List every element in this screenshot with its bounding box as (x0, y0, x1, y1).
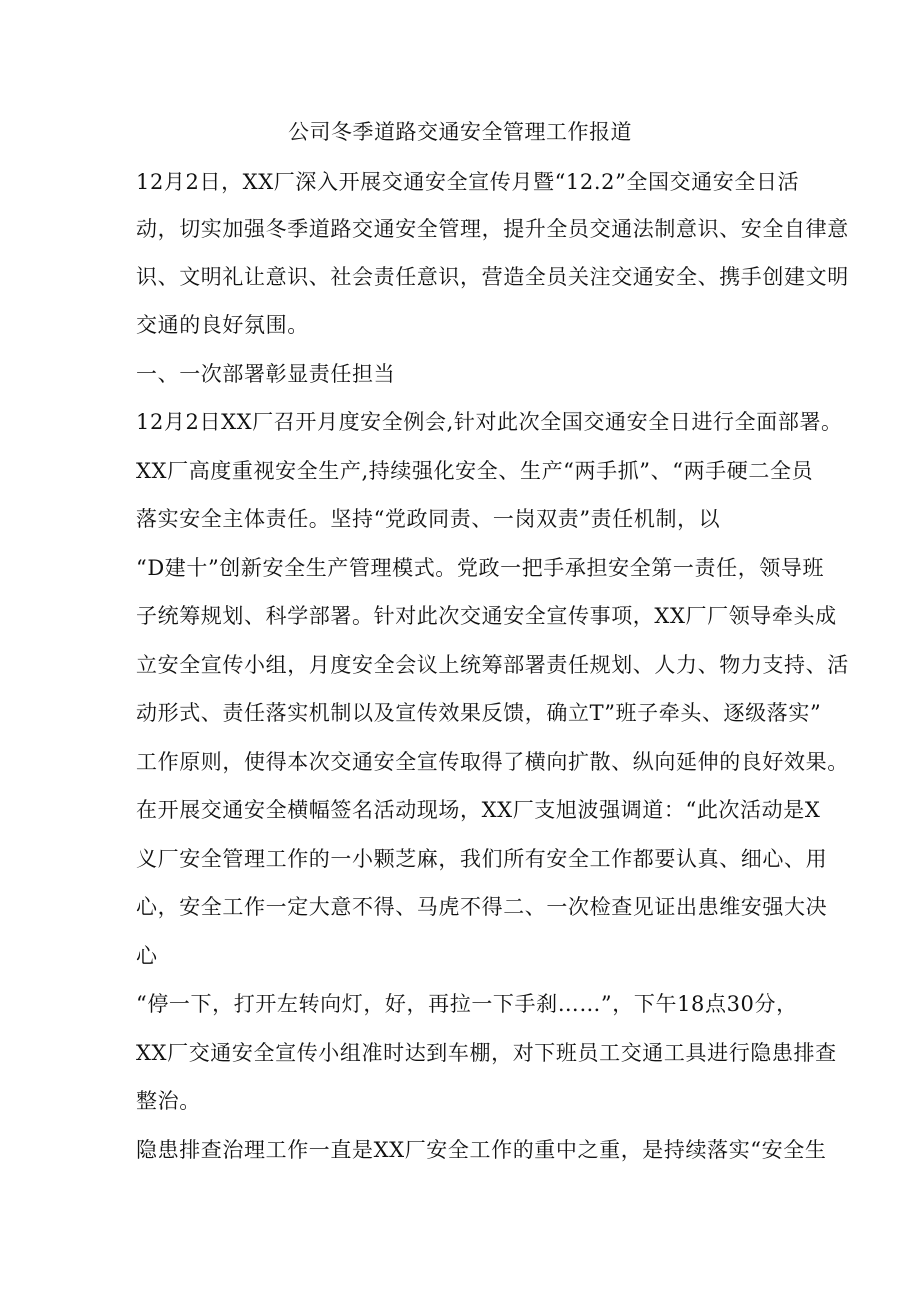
paragraph-line: 隐患排查治理工作一直是XX厂安全工作的重中之重，是持续落实“安全生 (136, 1138, 827, 1162)
paragraph-line: 动形式、责任落实机制以及宣传效果反馈，确立T”班子牵头、逐级落实” (136, 701, 822, 725)
paragraph-line: 在开展交通安全横幅签名活动现场，XX厂支旭波强调道：“此次活动是X (136, 798, 821, 822)
paragraph-line: “D建十”创新安全生产管理模式。党政一把手承担安全第一责任，领导班 (136, 556, 825, 580)
paragraph-line: 落实安全主体责任。坚持“党政同责、一岗双责”责任机制，以 (136, 507, 721, 531)
paragraph-line: “停一下，打开左转向灯，好，再拉一下手刹……”，下午18点30分， (136, 992, 798, 1016)
paragraph-line: 12月2日XX厂召开月度安全例会,针对此次全国交通安全日进行全面部署。 (136, 410, 843, 434)
paragraph-line: 义厂安全管理工作的一小颗芝麻，我们所有安全工作都要认真、细心、用 (136, 847, 828, 871)
paragraph-line: 12月2日，XX厂深入开展交通安全宣传月暨“12.2”全国交通安全日活 (136, 170, 800, 194)
paragraph-line: 子统筹规划、科学部署。针对此次交通安全宣传事项，XX厂厂领导牵头成 (136, 604, 837, 628)
paragraph-line: 立安全宣传小组，月度安全会议上统筹部署责任规划、人力、物力支持、活 (136, 653, 849, 677)
paragraph-line: XX厂交通安全宣传小组准时达到车棚，对下班员工交通工具进行隐患排查 (136, 1041, 837, 1065)
paragraph-line: 动，切实加强冬季道路交通安全管理，提升全员交通法制意识、安全自律意 (136, 217, 849, 241)
section-heading: 一、一次部署彰显责任担当 (136, 362, 396, 386)
paragraph-line: 心，安全工作一定大意不得、马虎不得二、一次检查见证出患维安强大决 (136, 895, 828, 919)
document-title: 公司冬季道路交通安全管理工作报道 (288, 120, 632, 144)
paragraph-line: 工作原则，使得本次交通安全宣传取得了横向扩散、纵向延伸的良好效果。 (136, 750, 849, 774)
paragraph-line: XX厂高度重视安全生产,持续强化安全、生产“两手抓”、“两手硬二全员 (136, 459, 814, 483)
paragraph-line: 交通的良好氛围。 (136, 313, 309, 337)
paragraph-line: 整治。 (136, 1089, 201, 1113)
paragraph-line: 识、文明礼让意识、社会责任意识，营造全员关注交通安全、携手创建文明 (136, 265, 849, 289)
paragraph-line: 心 (136, 944, 158, 968)
